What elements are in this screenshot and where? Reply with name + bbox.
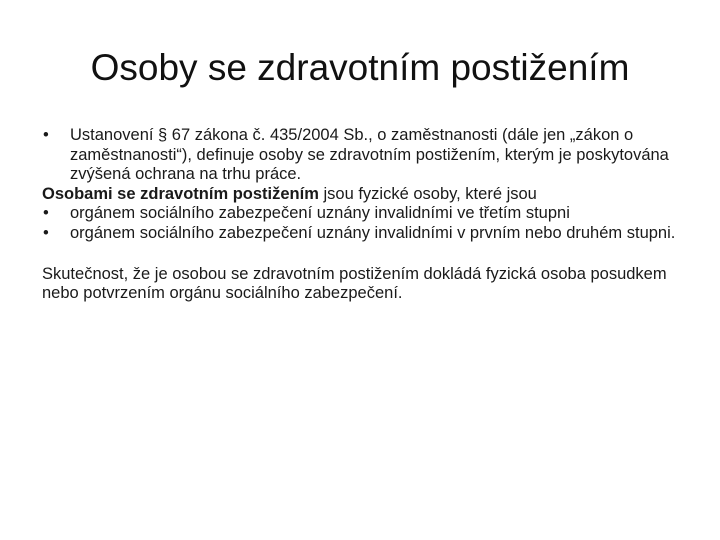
definition-rest: jsou fyzické osoby, které jsou xyxy=(318,184,537,203)
criteria-text-2: orgánem sociálního zabezpečení uznány invalidními v prvním nebo druhém stupni. xyxy=(70,223,676,242)
definition-paragraph xyxy=(42,185,682,205)
slide-body xyxy=(42,126,682,304)
bullet-marker: • xyxy=(43,204,49,223)
bullet-marker: • xyxy=(43,126,49,144)
criteria-bullet-2 xyxy=(42,224,682,244)
criteria-bullet-1 xyxy=(42,204,682,224)
intro-bullet xyxy=(42,126,682,185)
definition-bold-term: Osobami se zdravotním postižením xyxy=(42,184,319,203)
paragraph-spacer xyxy=(42,244,682,265)
criteria-text-1: orgánem sociálního zabezpečení uznány invalidními ve třetím stupni xyxy=(70,204,570,223)
slide-title: Osoby se zdravotním postižením xyxy=(90,47,630,88)
intro-bullet-text: Ustanovení § 67 zákona č. 435/2004 Sb., o zaměstnanosti (dále jen „zákon o zaměstnanosti“), definuje osoby se zdravotním postižením, kterým je poskytována zvýšená ochrana na trhu práce. xyxy=(70,126,669,184)
bullet-marker: • xyxy=(43,223,49,242)
closing-paragraph: Skutečnost, že je osobou se zdravotním postižením dokládá fyzická osoba posudkem nebo potvrzením orgánu sociálního zabezpečení. xyxy=(42,264,667,303)
